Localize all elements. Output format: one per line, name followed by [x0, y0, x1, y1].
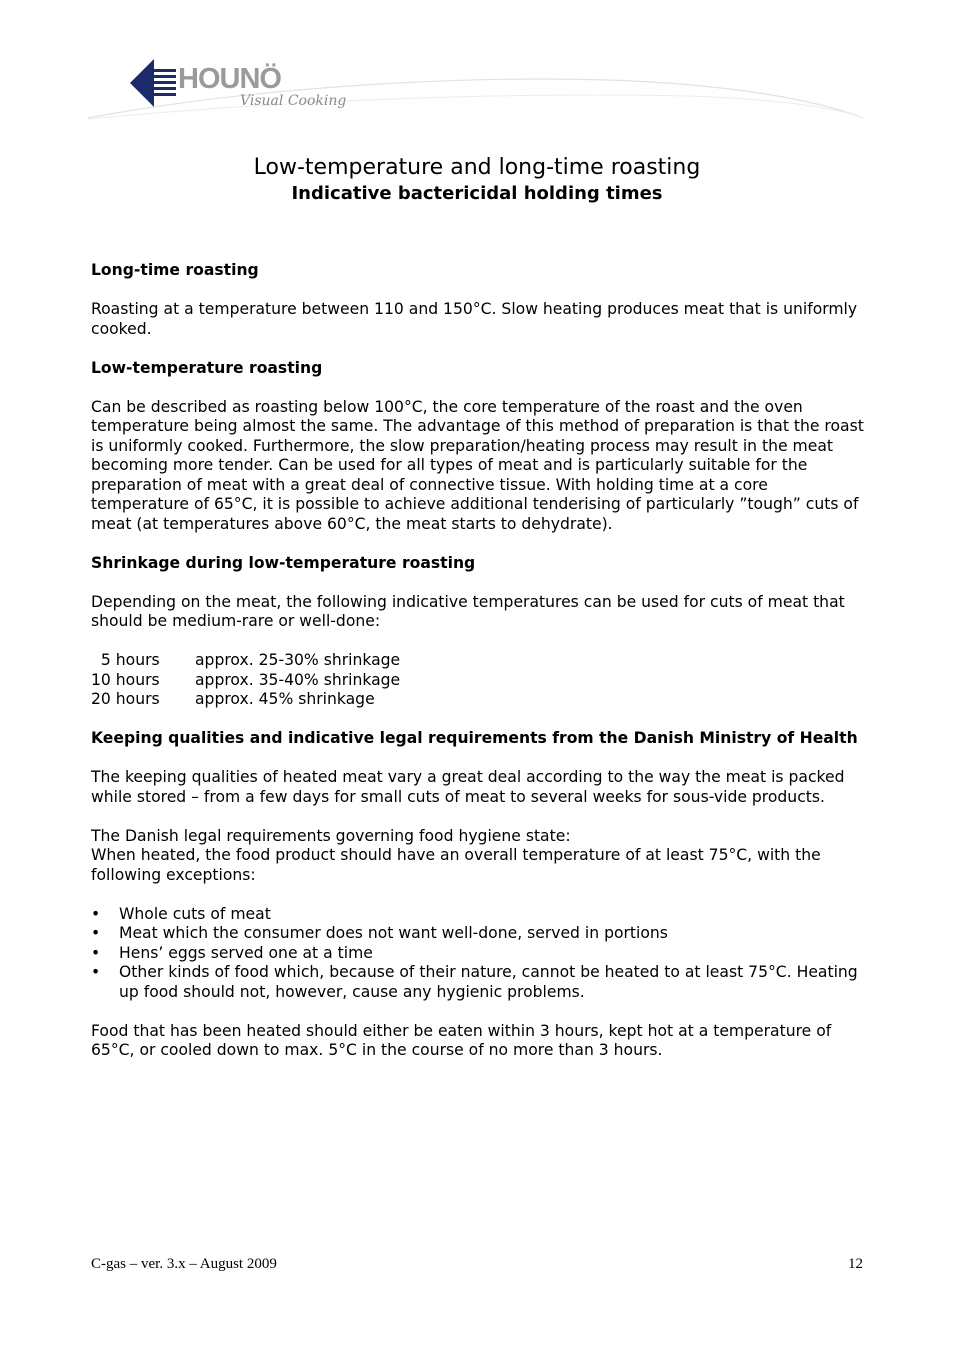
list-item	[91, 905, 866, 925]
list-item-text: Hens’ eggs served one at a time	[119, 943, 373, 962]
shrinkage-time: 20 hours	[91, 690, 160, 708]
footer-version: C-gas – ver. 3.x – August 2009	[91, 1256, 277, 1272]
paragraph-long-time: Roasting at a temperature between 110 and 150°C. Slow heating produces meat that is uniformly cooked.	[91, 300, 858, 338]
heading-long-time: Long-time roasting	[91, 261, 259, 279]
paragraph-keeping-3: Food that has been heated should either be eaten within 3 hours, kept hot at a temperature of 65°C, or cooled down to max. 5°C in the course of no more than 3 hours.	[91, 1021, 832, 1059]
shrinkage-time: 5 hours	[91, 651, 160, 669]
heading-low-temp: Low-temperature roasting	[91, 358, 323, 377]
heading-keeping: Keeping qualities and indicative legal requirements from the Danish Ministry of Health	[91, 729, 858, 747]
list-item-text: Other kinds of food which, because of their nature, cannot be heated to at least 75°C. Heating up food should not, however, cause any hygienic problems.	[119, 963, 858, 1001]
list-item-text: Meat which the consumer does not want well-done, served in portions	[119, 924, 668, 942]
bullet-icon: •	[91, 963, 101, 981]
shrinkage-value: approx. 25-30% shrinkage	[195, 651, 401, 669]
paragraph-keeping-2b: When heated, the food product should have an overall temperature of at least 75°C, with the following exceptions:	[91, 846, 821, 884]
list-item	[91, 963, 866, 1002]
page-number: 12	[848, 1256, 863, 1272]
exceptions-list	[91, 905, 866, 1003]
title-block	[0, 154, 954, 206]
list-item	[91, 924, 866, 944]
shrinkage-time: 10 hours	[91, 670, 160, 689]
page-subtitle: Indicative bactericidal holding times	[291, 183, 663, 204]
list-item	[91, 944, 866, 964]
bullet-icon: •	[91, 904, 101, 923]
table-row	[91, 690, 866, 710]
paragraph-shrinkage: Depending on the meat, the following indicative temperatures can be used for cuts of meat that should be medium-rare or well-done:	[91, 592, 845, 630]
bullet-icon: •	[91, 924, 101, 942]
houno-logo	[130, 55, 350, 125]
shrinkage-value: approx. 45% shrinkage	[195, 690, 375, 708]
shrinkage-value: approx. 35-40% shrinkage	[195, 670, 401, 689]
paragraph-keeping-1: The keeping qualities of heated meat vary a great deal according to the way the meat is packed while stored – from a few days for small cuts of meat to several weeks for sous-vide products.	[91, 768, 845, 806]
list-item-text: Whole cuts of meat	[119, 904, 271, 923]
heading-shrinkage: Shrinkage during low-temperature roasting	[91, 553, 476, 572]
table-row	[91, 651, 866, 671]
page-title: Low-temperature and long-time roasting	[253, 155, 701, 180]
paragraph-low-temp: Can be described as roasting below 100°C, the core temperature of the roast and the oven temperature being almost the same. The advantage of this method of preparation is that the roast is uniformly cooked. Furthermore, the slow preparation/heating process may result in the meat becoming more tender. Can be used for all types of meat and is particularly suitable for the preparation of meat with a great deal of connective tissue. With holding time at a core temperature of 65°C, it is possible to achieve additional tenderising of particularly ”tough” cuts of meat (at temperatures above 60°C, the meat starts to dehydrate).	[91, 397, 864, 533]
logo-tagline: Visual Cooking	[240, 93, 347, 109]
document-body	[91, 261, 866, 1080]
paragraph-keeping-2a: The Danish legal requirements governing food hygiene state:	[91, 826, 571, 845]
paragraph-keeping-2	[91, 827, 866, 886]
table-row	[91, 671, 866, 691]
bullet-icon: •	[91, 943, 101, 962]
logo-wordmark: HOUNÖ	[178, 63, 281, 95]
hourglass-logo-icon	[130, 57, 180, 109]
shrinkage-table	[91, 651, 866, 710]
